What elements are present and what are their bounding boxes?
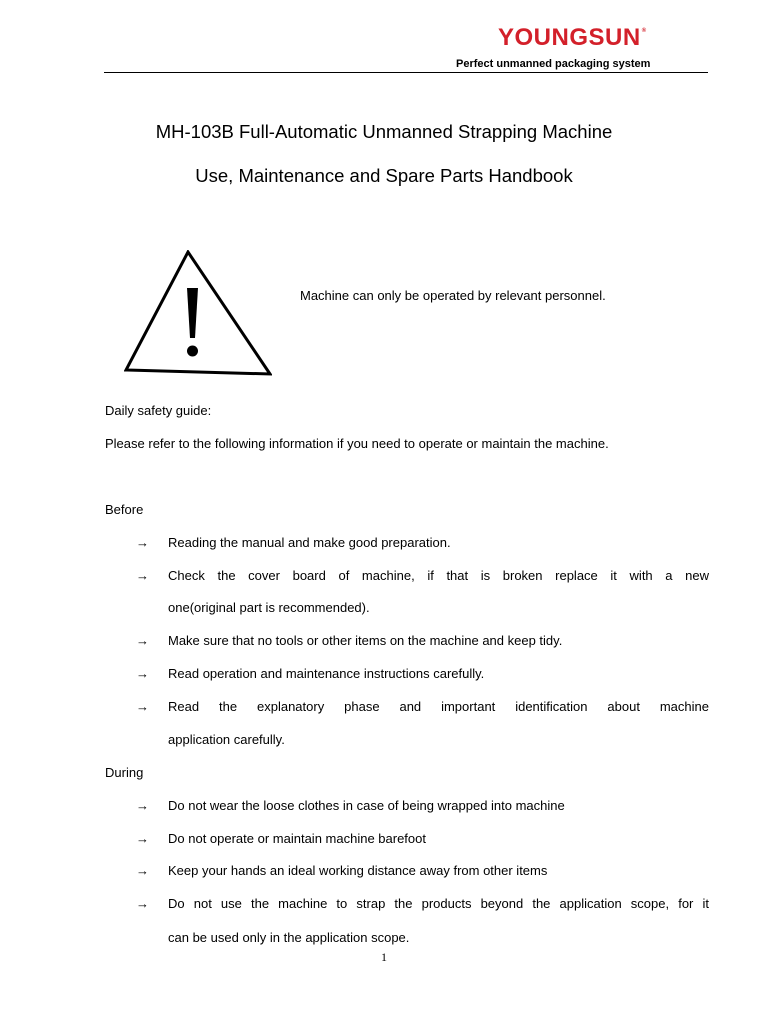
list-item: Make sure that no tools or other items on the machine and keep tidy. [168,633,563,648]
warning-message: Machine can only be operated by relevant personnel. [300,288,606,303]
list-item: Do not wear the loose clothes in case of being wrapped into machine [168,798,565,813]
arrow-bullet-icon: → [136,568,149,583]
arrow-bullet-icon: → [136,633,149,648]
arrow-bullet-icon: → [136,699,149,714]
arrow-bullet-icon: → [136,831,149,846]
list-item: Reading the manual and make good preparation. [168,535,451,550]
list-item-continuation: can be used only in the application scope. [168,930,410,945]
page-number: 1 [381,950,387,964]
list-item: Do not operate or maintain machine barefoot [168,831,426,846]
header-divider [104,72,708,73]
brand-logo [498,26,647,50]
list-item: Do not use the machine to strap the products beyond the application scope, for it [168,896,709,911]
list-item: Check the cover board of machine, if that is broken replace it with a new [168,568,709,583]
list-item-continuation: application carefully. [168,732,285,747]
arrow-bullet-icon: → [136,863,149,878]
arrow-bullet-icon: → [136,896,149,911]
list-item: Read operation and maintenance instructions carefully. [168,666,485,681]
arrow-bullet-icon: → [136,535,149,550]
arrow-bullet-icon: → [136,798,149,813]
section-heading-before: Before [105,502,144,517]
registered-mark: ® [641,28,647,34]
daily-safety-heading: Daily safety guide: [105,403,212,418]
warning-triangle-icon [124,250,272,376]
section-heading-during: During [105,765,144,780]
document-subtitle: Use, Maintenance and Spare Parts Handbook [195,165,573,186]
list-item: Keep your hands an ideal working distance away from other items [168,863,548,878]
list-item-continuation: one(original part is recommended). [168,600,370,615]
brand-name: YOUNGSUN [498,24,641,51]
header-tagline: Perfect unmanned packaging system [456,58,651,70]
list-item: Read the explanatory phase and important identification about machine [168,699,709,714]
document-title: MH-103B Full-Automatic Unmanned Strapping Machine [155,121,613,142]
arrow-bullet-icon: → [136,666,149,681]
intro-text: Please refer to the following information if you need to operate or maintain the machine. [105,436,609,451]
